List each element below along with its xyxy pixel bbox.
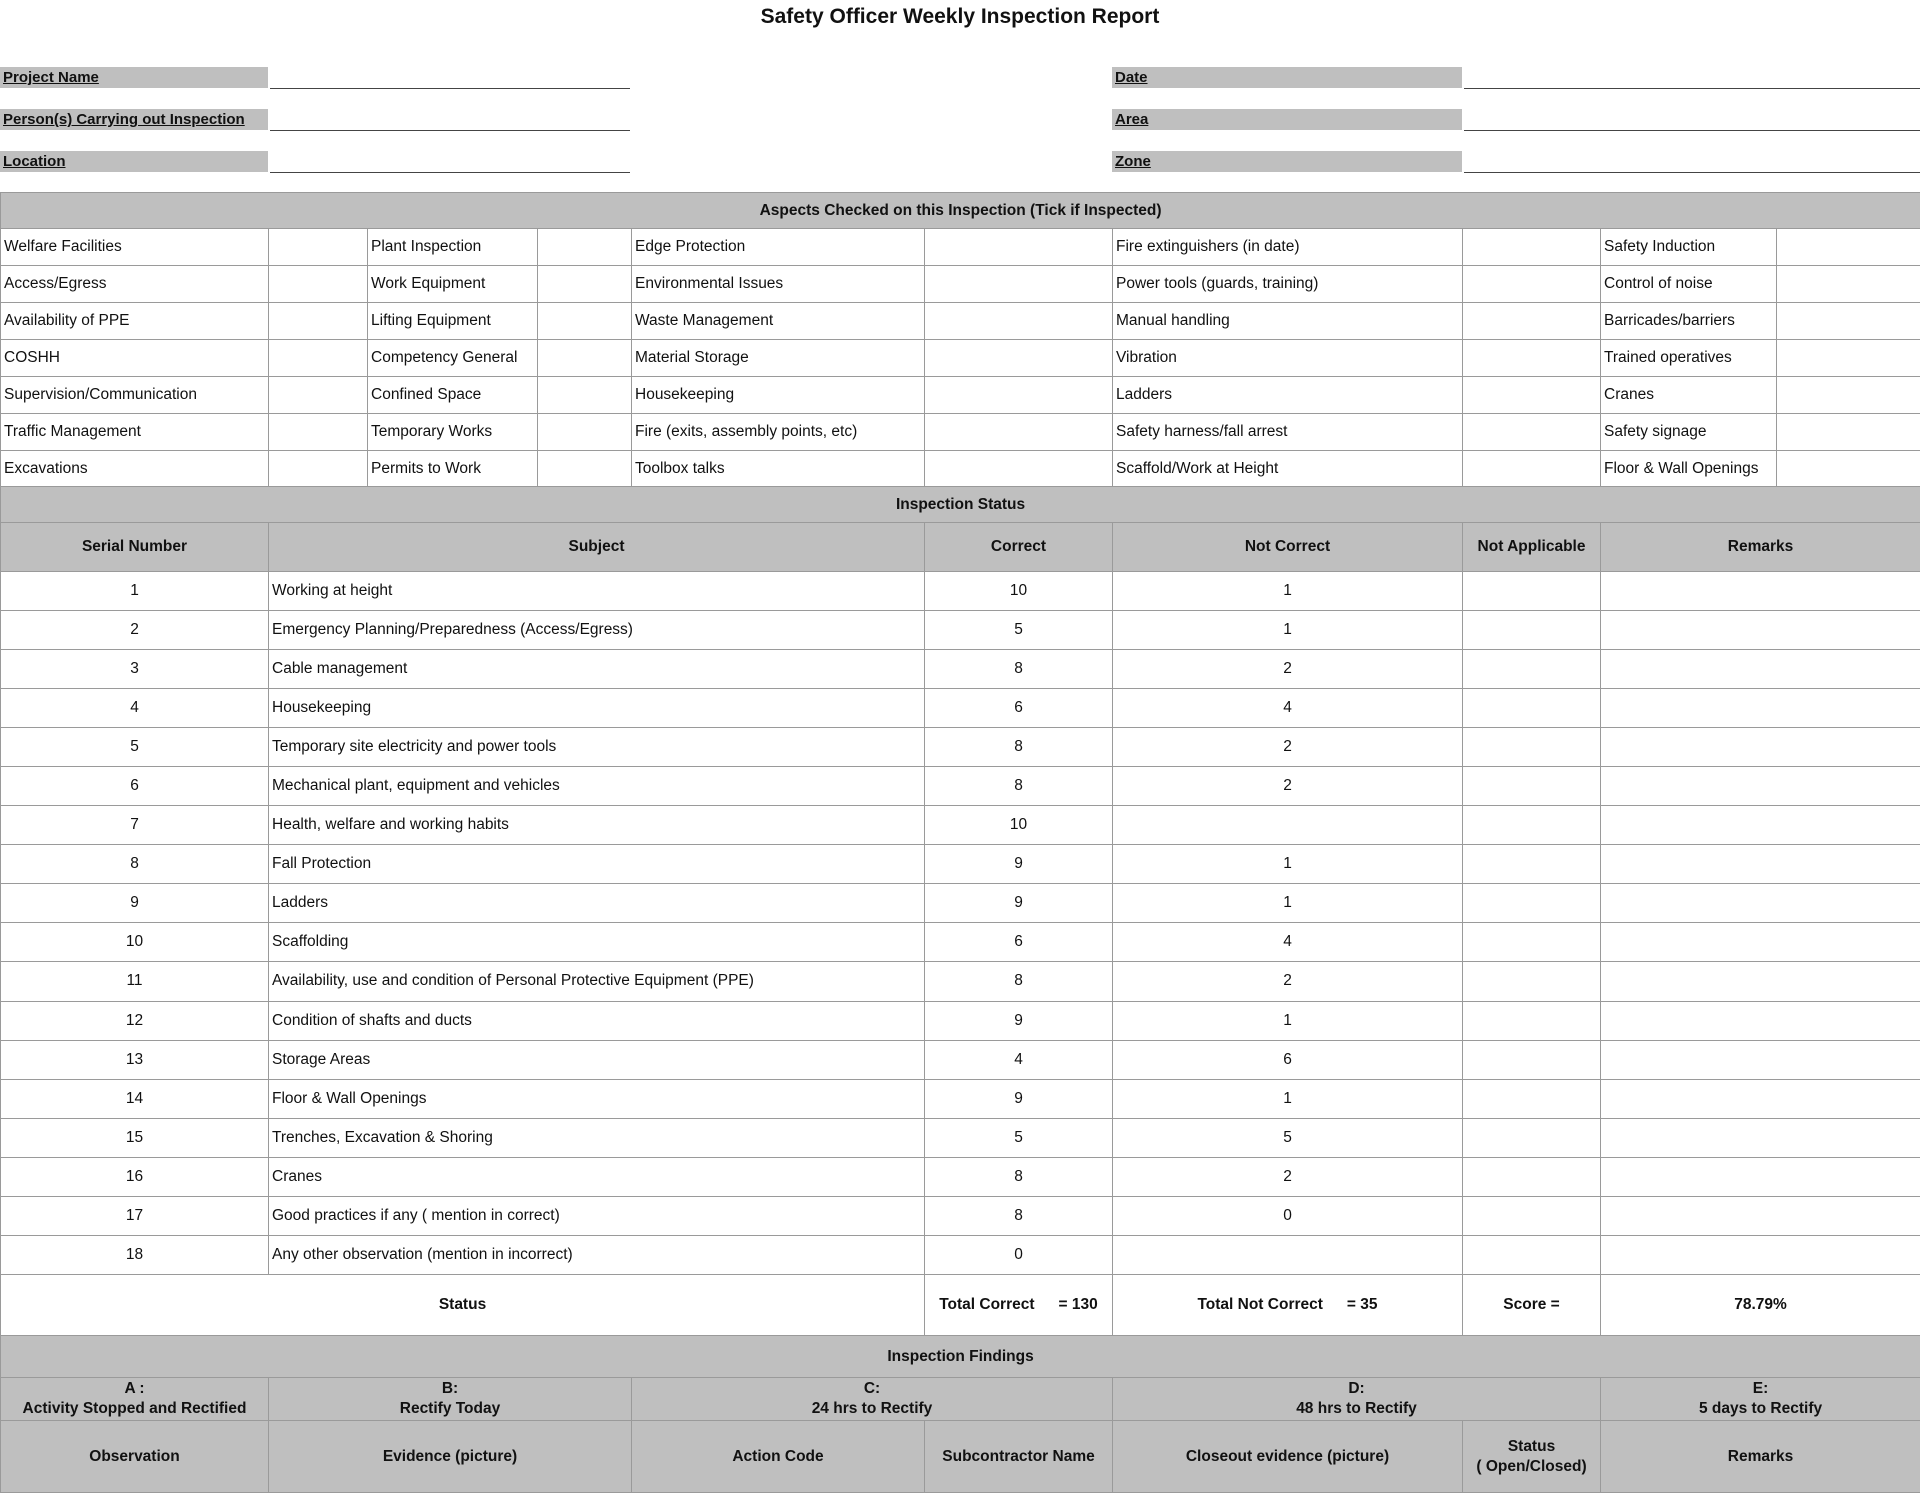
not-applicable-cell[interactable] xyxy=(1463,1118,1601,1157)
aspect-tick-box[interactable] xyxy=(1463,229,1601,266)
serial-number-cell: 16 xyxy=(1,1157,269,1196)
aspect-label: Material Storage xyxy=(632,340,925,377)
remarks-cell[interactable] xyxy=(1601,1001,1920,1040)
score-label: Score = xyxy=(1463,1274,1601,1336)
aspect-label: Confined Space xyxy=(368,377,538,414)
table-row xyxy=(1,689,1920,728)
aspect-label: Toolbox talks xyxy=(632,451,925,488)
inspection-findings-table xyxy=(0,1335,1920,1493)
not-applicable-cell[interactable] xyxy=(1463,1157,1601,1196)
correct-cell[interactable]: 8 xyxy=(925,767,1113,806)
subject-cell: Working at height xyxy=(269,572,925,611)
aspect-tick-box[interactable] xyxy=(1463,414,1601,451)
remarks-cell[interactable] xyxy=(1601,1235,1920,1274)
not-applicable-cell[interactable] xyxy=(1463,728,1601,767)
serial-number-cell: 4 xyxy=(1,689,269,728)
serial-number-cell: 13 xyxy=(1,1040,269,1079)
aspect-tick-box[interactable] xyxy=(538,340,632,377)
aspect-label: Traffic Management xyxy=(1,414,269,451)
aspect-label: Edge Protection xyxy=(632,229,925,266)
aspect-tick-box[interactable] xyxy=(1463,340,1601,377)
inspection-status-heading: Inspection Status xyxy=(1,487,1920,523)
correct-cell[interactable]: 5 xyxy=(925,1118,1113,1157)
aspect-label: Manual handling xyxy=(1113,303,1463,340)
serial-number-cell: 2 xyxy=(1,611,269,650)
not-applicable-cell[interactable] xyxy=(1463,572,1601,611)
aspect-tick-box[interactable] xyxy=(925,229,1113,266)
category-code: E: xyxy=(1752,1380,1769,1397)
not-correct-cell[interactable] xyxy=(1113,1235,1463,1274)
subject-cell: Cranes xyxy=(269,1157,925,1196)
category-label: Activity Stopped and Rectified xyxy=(22,1400,247,1417)
correct-cell[interactable]: 9 xyxy=(925,845,1113,884)
aspect-label: Waste Management xyxy=(632,303,925,340)
aspects-row xyxy=(1,303,1920,340)
subject-cell: Scaffolding xyxy=(269,923,925,962)
aspect-tick-box[interactable] xyxy=(1777,414,1920,451)
col-subcontractor-name: Subcontractor Name xyxy=(925,1421,1113,1493)
serial-number-cell: 15 xyxy=(1,1118,269,1157)
zone-input-line[interactable] xyxy=(1464,172,1920,173)
remarks-cell[interactable] xyxy=(1601,689,1920,728)
serial-number-cell: 10 xyxy=(1,923,269,962)
correct-cell[interactable]: 8 xyxy=(925,1157,1113,1196)
col-status-open-closed xyxy=(1463,1421,1601,1493)
aspect-tick-box[interactable] xyxy=(1777,377,1920,414)
remarks-cell[interactable] xyxy=(1601,611,1920,650)
table-row xyxy=(1,845,1920,884)
table-row xyxy=(1,1001,1920,1040)
table-row xyxy=(1,923,1920,962)
not-correct-cell[interactable]: 4 xyxy=(1113,923,1463,962)
aspect-label: Power tools (guards, training) xyxy=(1113,266,1463,303)
not-correct-cell[interactable]: 4 xyxy=(1113,689,1463,728)
col-findings-remarks: Remarks xyxy=(1601,1421,1920,1493)
aspect-label: Supervision/Communication xyxy=(1,377,269,414)
aspect-label: Safety harness/fall arrest xyxy=(1113,414,1463,451)
aspect-label: Availability of PPE xyxy=(1,303,269,340)
aspect-tick-box[interactable] xyxy=(925,414,1113,451)
table-row xyxy=(1,650,1920,689)
aspect-tick-box[interactable] xyxy=(1777,229,1920,266)
aspects-row xyxy=(1,340,1920,377)
remarks-cell[interactable] xyxy=(1601,1157,1920,1196)
remarks-cell[interactable] xyxy=(1601,845,1920,884)
serial-number-cell: 14 xyxy=(1,1079,269,1118)
total-not-correct-value: = 35 xyxy=(1346,1296,1378,1314)
correct-cell[interactable]: 6 xyxy=(925,923,1113,962)
zone-label: Zone xyxy=(1112,151,1462,172)
total-not-correct-cell xyxy=(1113,1274,1463,1336)
subject-cell: Mechanical plant, equipment and vehicles xyxy=(269,767,925,806)
aspect-tick-box[interactable] xyxy=(1463,303,1601,340)
subject-cell: Cable management xyxy=(269,650,925,689)
aspect-label: Environmental Issues xyxy=(632,266,925,303)
table-row xyxy=(1,1196,1920,1235)
category-label: 24 hrs to Rectify xyxy=(811,1400,933,1417)
table-row xyxy=(1,1157,1920,1196)
table-row xyxy=(1,1079,1920,1118)
remarks-cell[interactable] xyxy=(1601,728,1920,767)
table-row xyxy=(1,1235,1920,1274)
table-row xyxy=(1,611,1920,650)
aspect-tick-box[interactable] xyxy=(1777,340,1920,377)
subject-cell: Floor & Wall Openings xyxy=(269,1079,925,1118)
aspect-label: Access/Egress xyxy=(1,266,269,303)
category-code: D: xyxy=(1348,1380,1365,1397)
location-label: Location xyxy=(0,151,268,172)
not-applicable-cell[interactable] xyxy=(1463,962,1601,1001)
subject-cell: Fall Protection xyxy=(269,845,925,884)
aspect-label: Safety signage xyxy=(1601,414,1777,451)
not-correct-cell[interactable]: 1 xyxy=(1113,845,1463,884)
status-label: Status xyxy=(1,1274,925,1336)
aspects-row xyxy=(1,414,1920,451)
table-row xyxy=(1,884,1920,923)
col-correct: Correct xyxy=(925,523,1113,572)
aspect-tick-box[interactable] xyxy=(538,451,632,488)
aspects-heading: Aspects Checked on this Inspection (Tick if Inspected) xyxy=(1,193,1920,229)
category-label: 48 hrs to Rectify xyxy=(1296,1400,1417,1417)
correct-cell[interactable]: 6 xyxy=(925,689,1113,728)
score-value: 78.79% xyxy=(1601,1274,1920,1336)
aspect-tick-box[interactable] xyxy=(925,451,1113,488)
remarks-cell[interactable] xyxy=(1601,1196,1920,1235)
correct-cell[interactable]: 10 xyxy=(925,572,1113,611)
not-applicable-cell[interactable] xyxy=(1463,650,1601,689)
subject-cell: Availability, use and condition of Personal Protective Equipment (PPE) xyxy=(269,962,925,1001)
aspect-tick-box[interactable] xyxy=(538,414,632,451)
aspects-table xyxy=(0,192,1920,488)
date-label: Date xyxy=(1112,67,1462,88)
aspect-tick-box[interactable] xyxy=(925,340,1113,377)
correct-cell[interactable]: 8 xyxy=(925,962,1113,1001)
aspect-label: Safety Induction xyxy=(1601,229,1777,266)
not-correct-cell[interactable]: 1 xyxy=(1113,884,1463,923)
project-name-label: Project Name xyxy=(0,67,268,88)
aspect-label: Work Equipment xyxy=(368,266,538,303)
correct-cell[interactable]: 8 xyxy=(925,728,1113,767)
aspect-label: Trained operatives xyxy=(1601,340,1777,377)
aspect-tick-box[interactable] xyxy=(269,414,368,451)
category-label: 5 days to Rectify xyxy=(1698,1400,1823,1417)
serial-number-cell: 9 xyxy=(1,884,269,923)
remarks-cell[interactable] xyxy=(1601,962,1920,1001)
correct-cell[interactable]: 5 xyxy=(925,611,1113,650)
aspect-label: Control of noise xyxy=(1601,266,1777,303)
not-applicable-cell[interactable] xyxy=(1463,806,1601,845)
aspect-tick-box[interactable] xyxy=(269,340,368,377)
aspect-tick-box[interactable] xyxy=(538,303,632,340)
aspects-row xyxy=(1,451,1920,488)
not-applicable-cell[interactable] xyxy=(1463,923,1601,962)
total-correct-value: = 130 xyxy=(1058,1296,1098,1314)
aspect-tick-box[interactable] xyxy=(269,451,368,488)
aspect-label: Scaffold/Work at Height xyxy=(1113,451,1463,488)
subject-cell: Ladders xyxy=(269,884,925,923)
remarks-cell[interactable] xyxy=(1601,806,1920,845)
correct-cell[interactable]: 4 xyxy=(925,1040,1113,1079)
col-closeout-evidence: Closeout evidence (picture) xyxy=(1113,1421,1463,1493)
serial-number-cell: 1 xyxy=(1,572,269,611)
not-correct-cell[interactable]: 2 xyxy=(1113,1157,1463,1196)
category-code: B: xyxy=(441,1380,459,1397)
remarks-cell[interactable] xyxy=(1601,1118,1920,1157)
aspects-row xyxy=(1,266,1920,303)
remarks-cell[interactable] xyxy=(1601,572,1920,611)
aspect-label: Floor & Wall Openings xyxy=(1601,451,1777,488)
category-label: Rectify Today xyxy=(399,1400,501,1417)
serial-number-cell: 18 xyxy=(1,1235,269,1274)
date-input-line[interactable] xyxy=(1464,88,1920,89)
serial-number-cell: 11 xyxy=(1,962,269,1001)
persons-input-line[interactable] xyxy=(270,130,630,131)
col-observation: Observation xyxy=(1,1421,269,1493)
aspect-label: Temporary Works xyxy=(368,414,538,451)
not-correct-cell[interactable]: 1 xyxy=(1113,1001,1463,1040)
table-row xyxy=(1,806,1920,845)
subject-cell: Trenches, Excavation & Shoring xyxy=(269,1118,925,1157)
correct-cell[interactable]: 8 xyxy=(925,1196,1113,1235)
table-row xyxy=(1,572,1920,611)
area-input-line[interactable] xyxy=(1464,130,1920,131)
remarks-cell[interactable] xyxy=(1601,1079,1920,1118)
correct-cell[interactable]: 9 xyxy=(925,1001,1113,1040)
aspect-label: Permits to Work xyxy=(368,451,538,488)
persons-label: Person(s) Carrying out Inspection xyxy=(0,109,268,130)
finding-category-d xyxy=(1113,1378,1601,1421)
aspect-label: Vibration xyxy=(1113,340,1463,377)
finding-category-b xyxy=(269,1378,632,1421)
aspect-tick-box[interactable] xyxy=(1463,377,1601,414)
subject-cell: Housekeeping xyxy=(269,689,925,728)
col-not-correct: Not Correct xyxy=(1113,523,1463,572)
subject-cell: Storage Areas xyxy=(269,1040,925,1079)
table-row xyxy=(1,962,1920,1001)
aspect-tick-box[interactable] xyxy=(269,303,368,340)
serial-number-cell: 3 xyxy=(1,650,269,689)
subject-cell: Temporary site electricity and power tools xyxy=(269,728,925,767)
remarks-cell[interactable] xyxy=(1601,1040,1920,1079)
aspect-label: Fire extinguishers (in date) xyxy=(1113,229,1463,266)
status-col-title: Status xyxy=(1507,1437,1556,1455)
aspect-label: Housekeeping xyxy=(632,377,925,414)
finding-category-a xyxy=(1,1378,269,1421)
aspect-label: Lifting Equipment xyxy=(368,303,538,340)
aspect-label: Cranes xyxy=(1601,377,1777,414)
col-subject: Subject xyxy=(269,523,925,572)
not-correct-cell[interactable]: 2 xyxy=(1113,962,1463,1001)
col-not-applicable: Not Applicable xyxy=(1463,523,1601,572)
not-applicable-cell[interactable] xyxy=(1463,845,1601,884)
correct-cell[interactable]: 8 xyxy=(925,650,1113,689)
aspect-tick-box[interactable] xyxy=(925,266,1113,303)
serial-number-cell: 7 xyxy=(1,806,269,845)
table-row xyxy=(1,1118,1920,1157)
subject-cell: Condition of shafts and ducts xyxy=(269,1001,925,1040)
project-name-input-line[interactable] xyxy=(270,88,630,89)
correct-cell[interactable]: 0 xyxy=(925,1235,1113,1274)
total-correct-label: Total Correct xyxy=(939,1296,1035,1314)
col-remarks: Remarks xyxy=(1601,523,1920,572)
aspect-label: Plant Inspection xyxy=(368,229,538,266)
not-applicable-cell[interactable] xyxy=(1463,1040,1601,1079)
serial-number-cell: 17 xyxy=(1,1196,269,1235)
subject-cell: Health, welfare and working habits xyxy=(269,806,925,845)
aspect-tick-box[interactable] xyxy=(269,377,368,414)
total-correct-cell xyxy=(925,1274,1113,1336)
not-correct-cell[interactable]: 1 xyxy=(1113,611,1463,650)
aspect-label: Competency General xyxy=(368,340,538,377)
correct-cell[interactable]: 10 xyxy=(925,806,1113,845)
subject-cell: Good practices if any ( mention in correct) xyxy=(269,1196,925,1235)
correct-cell[interactable]: 9 xyxy=(925,1079,1113,1118)
not-applicable-cell[interactable] xyxy=(1463,1235,1601,1274)
table-row xyxy=(1,1040,1920,1079)
aspect-tick-box[interactable] xyxy=(1777,266,1920,303)
aspect-tick-box[interactable] xyxy=(1463,266,1601,303)
not-correct-cell[interactable]: 5 xyxy=(1113,1118,1463,1157)
not-correct-cell[interactable] xyxy=(1113,806,1463,845)
not-correct-cell[interactable]: 1 xyxy=(1113,1079,1463,1118)
not-applicable-cell[interactable] xyxy=(1463,1196,1601,1235)
aspect-label: COSHH xyxy=(1,340,269,377)
report-title: Safety Officer Weekly Inspection Report xyxy=(760,5,1160,28)
not-applicable-cell[interactable] xyxy=(1463,884,1601,923)
aspects-row xyxy=(1,377,1920,414)
serial-number-cell: 8 xyxy=(1,845,269,884)
aspect-label: Excavations xyxy=(1,451,269,488)
remarks-cell[interactable] xyxy=(1601,767,1920,806)
aspect-tick-box[interactable] xyxy=(1777,303,1920,340)
aspects-row xyxy=(1,229,1920,266)
serial-number-cell: 6 xyxy=(1,767,269,806)
not-applicable-cell[interactable] xyxy=(1463,767,1601,806)
aspect-tick-box[interactable] xyxy=(1777,451,1920,488)
finding-category-e xyxy=(1601,1378,1920,1421)
inspection-status-table xyxy=(0,486,1920,1337)
not-correct-cell[interactable]: 6 xyxy=(1113,1040,1463,1079)
total-not-correct-label: Total Not Correct xyxy=(1197,1296,1323,1314)
remarks-cell[interactable] xyxy=(1601,923,1920,962)
not-applicable-cell[interactable] xyxy=(1463,1001,1601,1040)
not-applicable-cell[interactable] xyxy=(1463,611,1601,650)
subject-cell: Emergency Planning/Preparedness (Access/Egress) xyxy=(269,611,925,650)
col-evidence: Evidence (picture) xyxy=(269,1421,632,1493)
not-correct-cell[interactable]: 1 xyxy=(1113,572,1463,611)
category-code: C: xyxy=(863,1380,881,1397)
aspect-tick-box[interactable] xyxy=(925,377,1113,414)
location-input-line[interactable] xyxy=(270,172,630,173)
not-correct-cell[interactable]: 2 xyxy=(1113,650,1463,689)
status-col-subtitle: ( Open/Closed) xyxy=(1476,1457,1587,1475)
not-applicable-cell[interactable] xyxy=(1463,1079,1601,1118)
aspect-label: Fire (exits, assembly points, etc) xyxy=(632,414,925,451)
col-action-code: Action Code xyxy=(632,1421,925,1493)
aspect-label: Welfare Facilities xyxy=(1,229,269,266)
col-serial-number: Serial Number xyxy=(1,523,269,572)
aspect-label: Barricades/barriers xyxy=(1601,303,1777,340)
not-correct-cell[interactable]: 2 xyxy=(1113,728,1463,767)
finding-category-c xyxy=(632,1378,1113,1421)
serial-number-cell: 12 xyxy=(1,1001,269,1040)
not-correct-cell[interactable]: 2 xyxy=(1113,767,1463,806)
aspect-tick-box[interactable] xyxy=(925,303,1113,340)
not-applicable-cell[interactable] xyxy=(1463,689,1601,728)
remarks-cell[interactable] xyxy=(1601,650,1920,689)
aspect-tick-box[interactable] xyxy=(1463,451,1601,488)
aspect-tick-box[interactable] xyxy=(538,377,632,414)
aspect-label: Ladders xyxy=(1113,377,1463,414)
category-code: A : xyxy=(124,1380,145,1397)
aspect-tick-box[interactable] xyxy=(269,266,368,303)
serial-number-cell: 5 xyxy=(1,728,269,767)
status-summary-row xyxy=(1,1274,1920,1336)
table-row xyxy=(1,728,1920,767)
aspect-tick-box[interactable] xyxy=(538,229,632,266)
table-row xyxy=(1,767,1920,806)
subject-cell: Any other observation (mention in incorrect) xyxy=(269,1235,925,1274)
aspect-tick-box[interactable] xyxy=(538,266,632,303)
area-label: Area xyxy=(1112,109,1462,130)
inspection-findings-heading: Inspection Findings xyxy=(1,1336,1920,1378)
aspect-tick-box[interactable] xyxy=(269,229,368,266)
remarks-cell[interactable] xyxy=(1601,884,1920,923)
not-correct-cell[interactable]: 0 xyxy=(1113,1196,1463,1235)
correct-cell[interactable]: 9 xyxy=(925,884,1113,923)
